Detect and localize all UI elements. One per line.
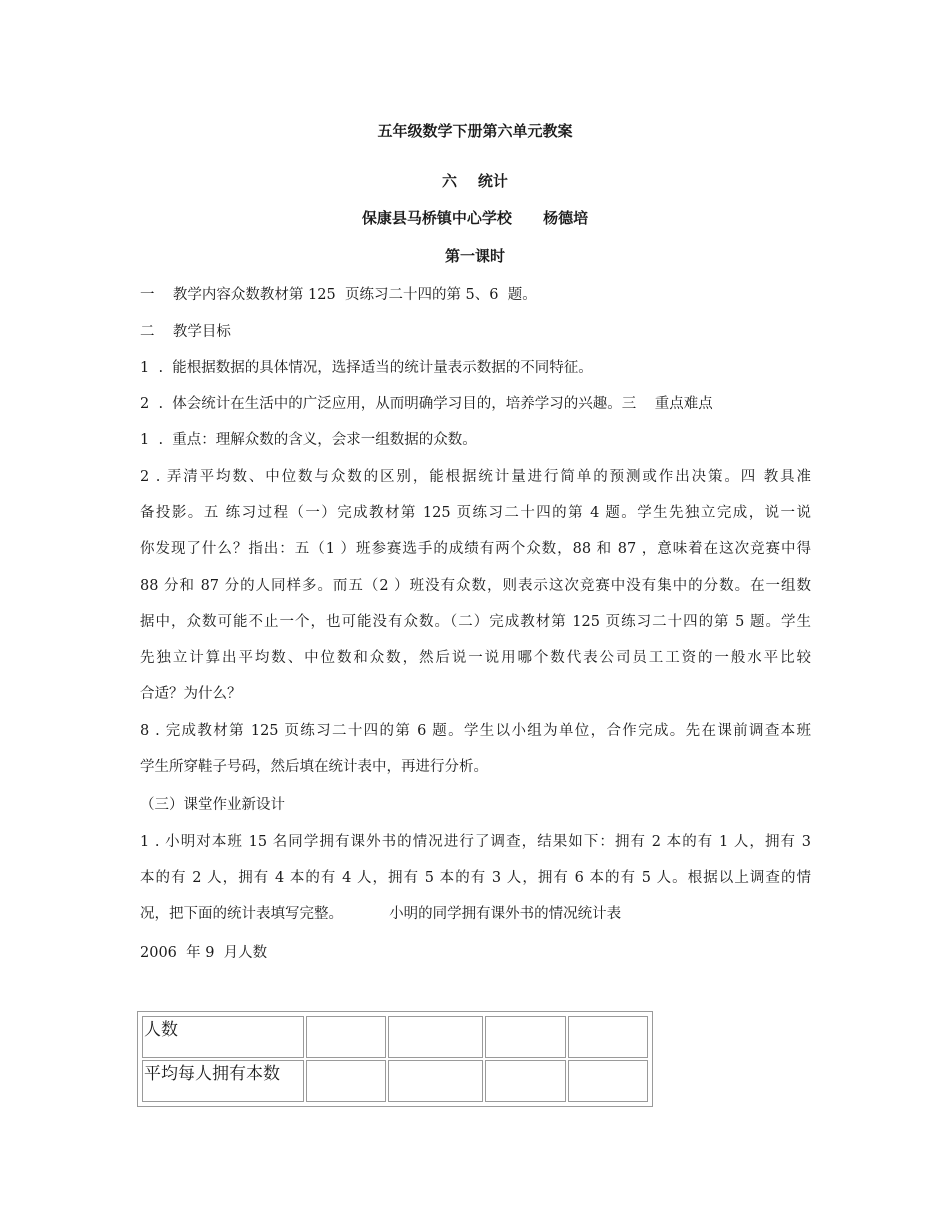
paragraph-line: 你发现了什么？指出：五（1 ）班参赛选手的成绩有两个众数，88 和 87 ，意味着在这次竞赛中得	[140, 541, 811, 557]
table-cell	[485, 1060, 565, 1102]
table-cell	[388, 1016, 483, 1058]
paragraph-line: 88 分和 87 分的人同样多。而五（2 ）班没有众数，则表示这次竞赛中没有集中的分数。在一组数	[140, 578, 811, 594]
table-cell	[306, 1060, 386, 1102]
paragraph-line: 况，把下面的统计表填写完整。 小明的同学拥有课外书的情况统计表	[140, 906, 622, 922]
paragraph-line: 1 . 小明对本班 15 名同学拥有课外书的情况进行了调查，结果如下：拥有 2 本的有 1 人，拥有 3	[140, 834, 811, 850]
paragraph-line: 本的有 2 人，拥有 4 本的有 4 人，拥有 5 本的有 3 人，拥有 6 本的有 5 人。根据以上调查的情	[140, 870, 811, 886]
table-cell	[388, 1060, 483, 1102]
table-cell	[306, 1016, 386, 1058]
row-label: 人数	[142, 1016, 304, 1058]
statistics-table-frame	[137, 1011, 653, 1107]
paragraph-line: 据中，众数可能不止一个，也可能没有众数。（二）完成教材第 125 页练习二十四的第 5 题。学生	[140, 614, 811, 630]
statistics-table	[140, 1014, 650, 1104]
paragraph-line: 8 . 完成教材第 125 页练习二十四的第 6 题。学生以小组为单位，合作完成。先在课前调查本班	[140, 723, 811, 739]
homework-heading: （三）课堂作业新设计	[140, 797, 285, 813]
teaching-goals-heading: 二 教学目标	[140, 324, 231, 340]
row-label: 平均每人拥有本数	[142, 1060, 304, 1102]
paragraph-line: 先独立计算出平均数、中位数和众数，然后说一说用哪个数代表公司员工工资的一般水平比较	[140, 650, 811, 666]
unit-heading: 六 统计	[442, 172, 508, 190]
paragraph-line: 学生所穿鞋子号码，然后填在统计表中，再进行分析。	[140, 759, 488, 775]
document-title: 五年级数学下册第六单元教案	[377, 122, 573, 140]
paragraph-line: 2 . 弄清平均数、中位数与众数的区别，能根据统计量进行简单的预测或作出决策。四 教具准	[140, 469, 811, 485]
school-author-line: 保康县马桥镇中心学校 杨德培	[361, 209, 589, 227]
table-cell	[568, 1016, 648, 1058]
goal-2-line: 2 . 体会统计在生活中的广泛应用，从而明确学习目的，培养学习的兴趣。三 重点难点	[140, 396, 713, 412]
table-date-line: 2006 年 9 月人数	[140, 945, 268, 961]
goal-1-line: 1 . 能根据数据的具体情况，选择适当的统计量表示数据的不同特征。	[140, 360, 593, 376]
table-row	[142, 1016, 648, 1058]
teaching-content-line: 一 教学内容众数教材第 125 页练习二十四的第 5、6 题。	[140, 287, 537, 303]
lesson-heading: 第一课时	[444, 247, 505, 265]
paragraph-line: 合适？为什么？	[140, 686, 242, 702]
paragraph-line: 备投影。五 练习过程（一）完成教材第 125 页练习二十四的第 4 题。学生先独立完成，说一说	[140, 505, 811, 521]
key-point-line: 1 . 重点：理解众数的含义，会求一组数据的众数。	[140, 432, 477, 448]
table-cell	[568, 1060, 648, 1102]
table-row	[142, 1060, 648, 1102]
table-cell	[485, 1016, 565, 1058]
